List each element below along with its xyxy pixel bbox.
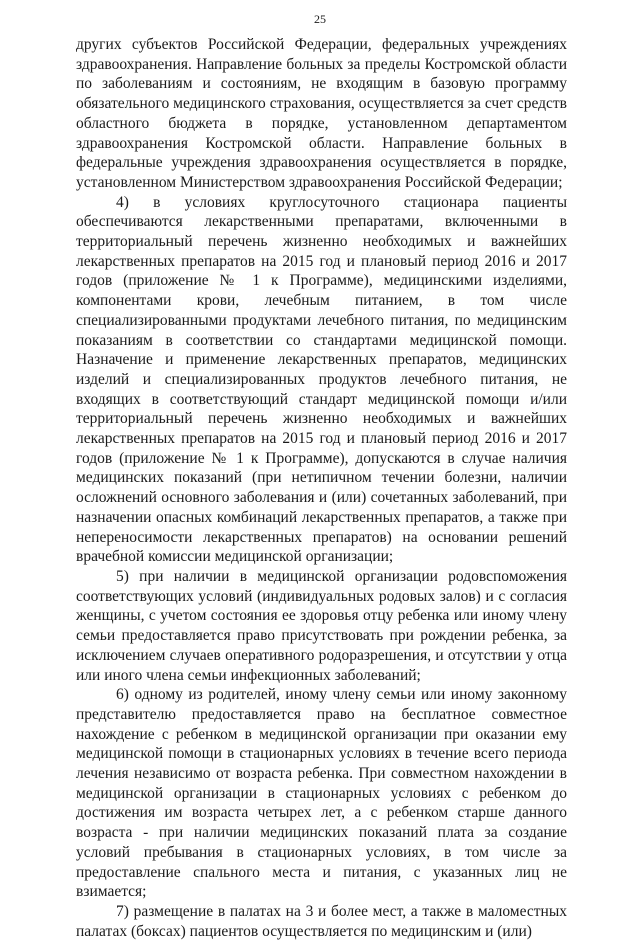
document-body [76,35,567,941]
paragraph-item-7: 7) размещение в палатах на 3 и более мест, а также в маломестных палатах (боксах) пациентов осуществляется по медицинским и (или) [76,902,567,940]
paragraph-continuation: других субъектов Российской Федерации, федеральных учреждениях здравоохранения. Направление больных за пределы Костромской области по заболеваниям и состояниям, не входящим в базовую программу обязательного медицинского страхования, осуществляется за счет средств областного бюджета в порядке, установленном департаментом здравоохранения Костромской области. Направление больных в федеральные учреждения здравоохранения осуществляется в порядке, установленном Министерством здравоохранения Российской Федерации; [76,36,567,191]
page-number: 25 [314,12,326,26]
paragraph-item-6: 6) одному из родителей, иному члену семьи или иному законному представителю предоставляется право на бесплатное совместное нахождение с ребенком в медицинской организации при оказании ему медицинской помощи в стационарных условиях в течение всего периода лечения независимо от возраста ребенка. При совместном нахождении в медицинской организации в стационарных условиях с ребенком до достижения им возраста четырех лет, а с ребенком старше данного возраста - при наличии медицинских показаний плата за создание условий пребывания в стационарных условиях, в том числе за предоставление спального места и питания, с указанных лиц не взимается; [76,686,567,901]
paragraph-item-4: 4) в условиях круглосуточного стационара пациенты обеспечиваются лекарственными препаратами, включенными в территориальный перечень жизненно необходимых и важнейших лекарственных препаратов на 2015 год и плановый период 2016 и 2017 годов (приложение № 1 к Программе), медицинскими изделиями, компонентами крови, лечебным питанием, в том числе специализированными продуктами лечебного питания, по медицинским показаниям в соответствии со стандартами медицинской помощи. Назначение и применение лекарственных препаратов, медицинских изделий и специализированных продуктов лечебного питания, не входящих в соответствующий стандарт медицинской помощи и/или территориальный перечень жизненно необходимых и важнейших лекарственных препаратов на 2015 год и плановый период 2016 и 2017 годов (приложение № 1 к Программе), допускаются в случае наличия медицинских показаний (при нетипичном течении болезни, наличии осложнений основного заболевания и (или) сочетанных заболеваний, при назначении опасных комбинаций лекарственных препаратов, а также при непереносимости лекарственных препаратов) на основании решений врачебной комиссии медицинской организации; [76,193,567,566]
paragraph-item-5: 5) при наличии в медицинской организации родовспоможения соответствующих условий (индивидуальных родовых залов) и с согласия женщины, с учетом состояния ее здоровья отцу ребенка или иному члену семьи предоставляется право присутствовать при рождении ребенка, за исключением случаев оперативного родоразрешения, и отсутствии у отца или иного члена семьи инфекционных заболеваний; [76,567,567,684]
